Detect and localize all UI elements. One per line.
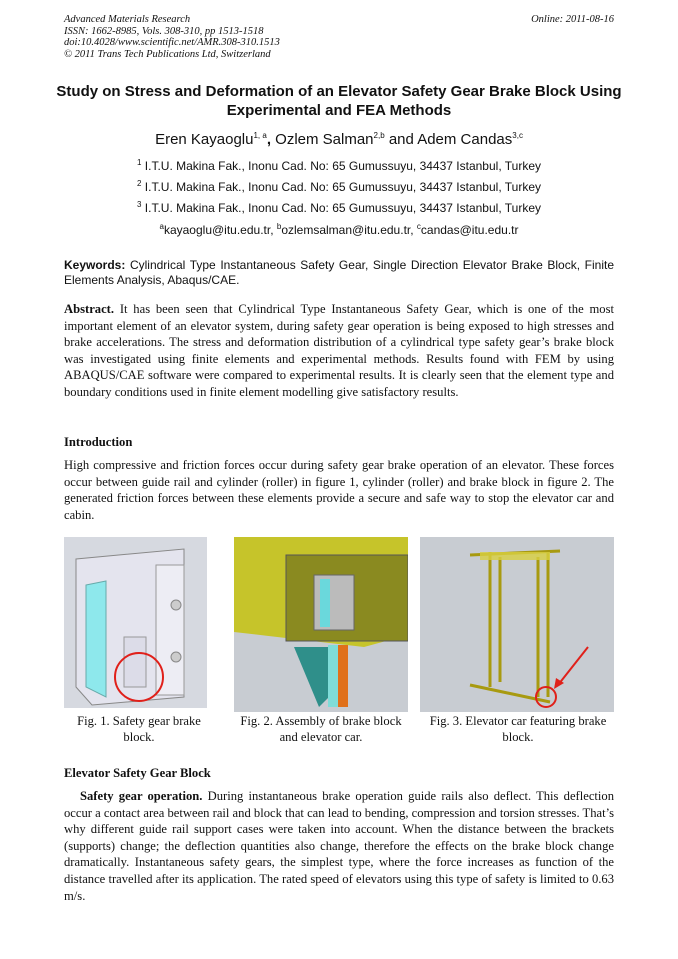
email[interactable]: kayaoglu@itu.edu.tr, [163,223,277,237]
section-heading: Elevator Safety Gear Block [64,766,211,780]
intro-text: High compressive and friction forces occur during safety gear brake operation of an elevator. These forces occur between guide rail and cylinder (roller) in figure 1, cylinder (roller) and brake block in figure 2. The generated friction forces between these elements provide a secure and safe way to stop the elevator car and cabin. [64,458,614,522]
separator: and [384,131,418,148]
affiliation [0,179,678,194]
email-sup: b [276,222,282,231]
figure-3-elevator-car [420,537,614,712]
subheading: Safety gear operation. [80,789,203,803]
figure-2-assembly [234,537,408,712]
abstract [64,301,614,401]
aff-sup: 1 [137,158,142,167]
aff-sup: 2 [137,179,142,188]
author-sup: 3,c [512,131,523,140]
journal-info [64,14,280,60]
figure-1-safety-gear [64,537,207,708]
figure-3-caption: Fig. 3. Elevator car featuring brake block. [429,714,607,744]
paper-title: Study on Stress and Deformation of an Elevator Safety Gear Brake Block Using Experimental and FEA Methods [56,83,622,119]
figure-2-caption: Fig. 2. Assembly of brake block and elevator car. [240,714,402,744]
aff-text: I.T.U. Makina Fak., Inonu Cad. No: 65 Gumussuyu, 34437 Istanbul, Turkey [144,201,541,215]
authors [0,131,678,148]
author: Eren Kayaoglu [155,131,254,148]
aff-sup: 3 [137,200,142,209]
section-text [64,788,614,904]
intro-heading: Introduction [64,435,133,449]
abstract-text: It has been seen that Cylindrical Type Instantaneous Safety Gear, which is one of the most important element of an elevator system, during safety gear operation is being exposed to high stresses and brake accelerations. The stress and deformation distribution of a cylindrical type safety gear’s brake block was investigated using finite elements and experimental methods. Results found with FEM by using ABAQUS/CAE software were compared to experimental results. It is clearly seen that the element type and boundary conditions used in finite element modelling give satisfactory results. [64,302,614,399]
copyright: © 2011 Trans Tech Publications Ltd, Switzerland [64,48,271,60]
body-text: During instantaneous brake operation guide rails also deflect. This deflection occur a contact area between rail and block that can lead to bending, compression and torsion stresses. That’s why different guide rail support cases were taken into account. When the distance between the brackets (supports) change; the deflection quantities also change, therefore the effects on the brake block change dramatically. Instantaneous safety gears, the simplest type, where the force increases as function of the distance travelled after its application. The rated speed of elevators using this type of safety is limited to 0.63 m/s. [64,789,615,903]
abstract-label: Abstract. [64,302,115,316]
online-date: Online: 2011-08-16 [531,14,614,25]
doi: doi:10.4028/www.scientific.net/AMR.308-310.1513 [64,37,280,48]
keywords-label: Keywords: [64,258,126,272]
email[interactable]: candas@itu.edu.tr [420,223,519,237]
separator: , [266,131,276,148]
issn: ISSN: 1662-8985, Vols. 308-310, pp 1513-1518 [64,25,264,37]
aff-text: I.T.U. Makina Fak., Inonu Cad. No: 65 Gumussuyu, 34437 Istanbul, Turkey [144,180,541,194]
author-sup: 1, a [253,131,267,140]
author: Adem Candas [417,131,513,148]
affiliation [0,200,678,215]
email-sup: c [416,222,421,231]
journal-name: Advanced Materials Research [64,14,191,25]
keywords-text: Cylindrical Type Instantaneous Safety Gear, Single Direction Elevator Brake Block, Finite Elements Analysis, Abaqus/CAE. [64,258,614,287]
figure-1-caption: Fig. 1. Safety gear brake block. [77,714,201,744]
keywords [64,258,614,287]
emails [0,222,678,237]
aff-text: I.T.U. Makina Fak., Inonu Cad. No: 65 Gumussuyu, 34437 Istanbul, Turkey [144,159,541,173]
author-sup: 2,b [373,131,385,140]
email[interactable]: ozlemsalman@itu.edu.tr, [281,223,417,237]
author: Ozlem Salman [275,131,374,148]
email-sup: a [159,222,164,231]
affiliation [0,158,678,173]
